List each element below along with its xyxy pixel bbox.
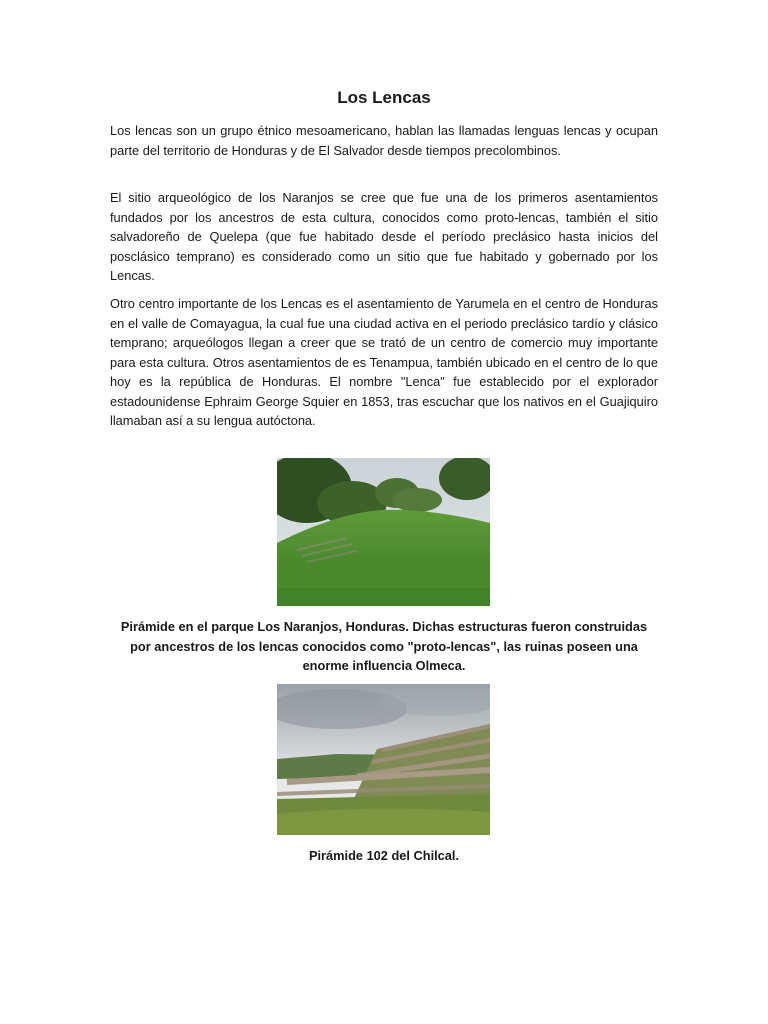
figure-caption-naranjos: Pirámide en el parque Los Naranjos, Honduras. Dichas estructuras fueron construidas por ancestros de los lencas conocidos como "proto-lencas", las ruinas poseen una enorme influencia Olmeca. xyxy=(120,619,648,673)
page-title: Los Lencas xyxy=(337,88,431,107)
paragraph-yarumela: Otro centro importante de los Lencas es el asentamiento de Yarumela en el centro de Honduras en el valle de Comayagua, la cual fue una ciudad activa en el periodo preclásico tardío y clásico temprano; arqueólogos llegan a creer que se trató de un centro de comercio muy importante para esta cultura. Otros asentamientos de es Tenampua, también ubicado en el centro de lo que hoy es la república de Honduras. El nombre "Lenca" fue establecido por el explorador estadounidense Ephraim George Squier en 1853, tras escuchar que los nativos en el Guajiquiro llamaban así a su lengua autóctona. xyxy=(110,296,658,428)
paragraph-intro: Los lencas son un grupo étnico mesoamericano, hablan las llamadas lenguas lencas y ocupan parte del territorio de Honduras y de El Salvador desde tiempos precolombinos. xyxy=(110,123,658,158)
figure-caption-chilcal: Pirámide 102 del Chilcal. xyxy=(308,848,460,863)
photo-chilcal-pyramid xyxy=(277,684,490,835)
photo-naranjos-pyramid xyxy=(277,458,490,606)
paragraph-naranjos: El sitio arqueológico de los Naranjos se cree que fue una de los primeros asentamientos fundados por los ancestros de esta cultura, conocidos como proto-lencas, también el sitio salvadoreño de Quelepa (que fue habitado desde el período preclásico hasta inicios del posclásico temprano) es considerado como un sitio que fue habitado y gobernado por los Lencas. xyxy=(110,190,658,283)
